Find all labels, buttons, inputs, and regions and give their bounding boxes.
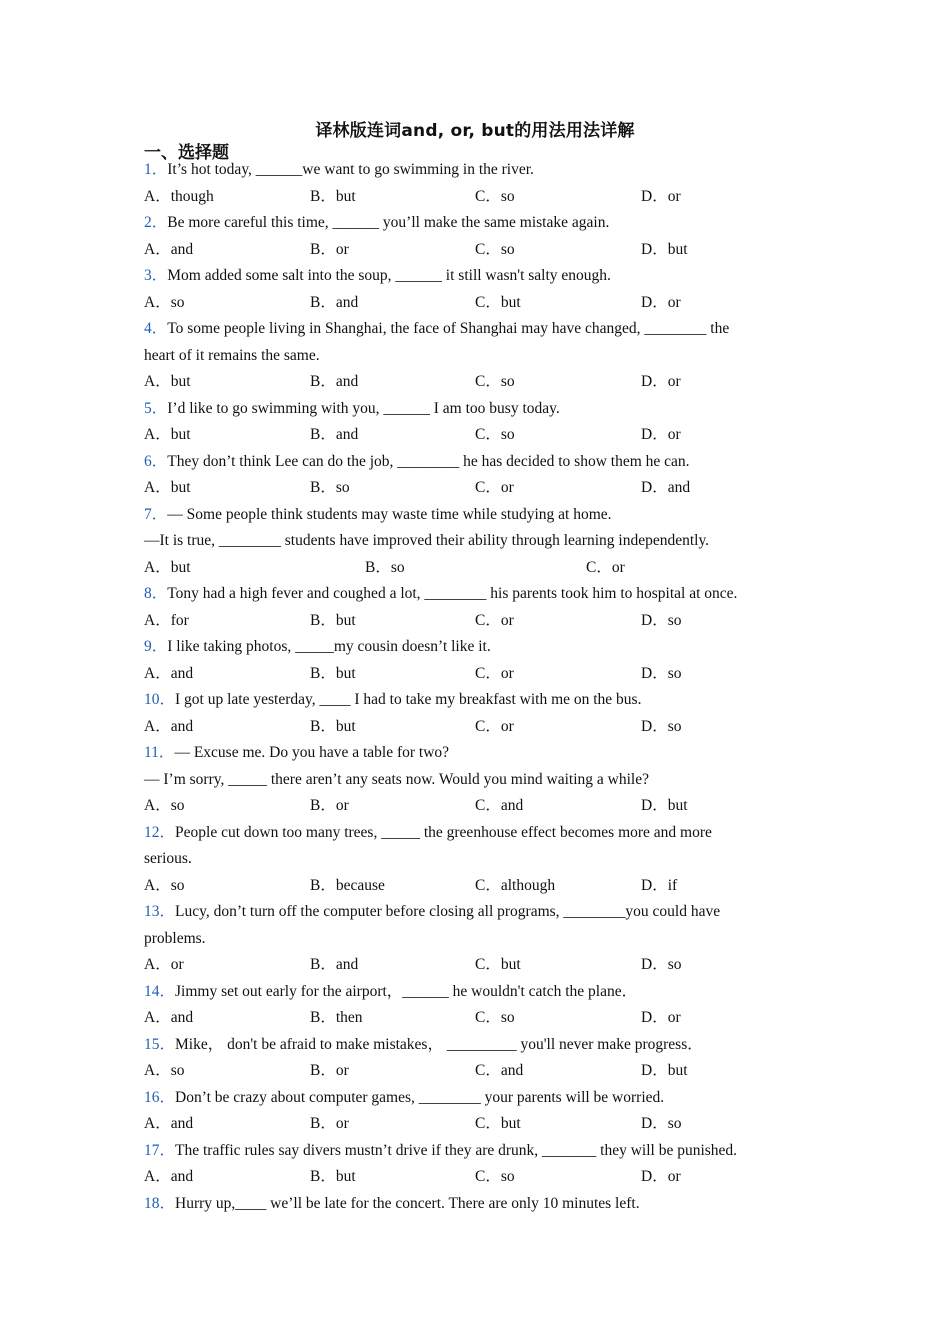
question-text: I like taking photos, _____my cousin doesn’t like it. bbox=[167, 638, 491, 655]
question-text: They don’t think Lee can do the job, ________ he has decided to show them he can. bbox=[167, 452, 690, 470]
question-text: heart of it remains the same. bbox=[144, 346, 320, 364]
section-heading: 一、选择题 bbox=[144, 143, 229, 163]
answer-option[interactable]: D．or bbox=[641, 187, 681, 205]
question-text: — I’m sorry, _____ there aren’t any seats now. Would you mind waiting a while? bbox=[144, 770, 649, 788]
question-number: 15． bbox=[144, 1035, 176, 1053]
answer-option[interactable]: A．and bbox=[144, 1168, 194, 1185]
answer-option[interactable]: B．so bbox=[365, 558, 405, 576]
answer-options bbox=[144, 714, 806, 741]
answer-option[interactable]: B．so bbox=[310, 479, 350, 496]
answer-option[interactable]: B．or bbox=[310, 797, 349, 814]
question-line bbox=[144, 979, 806, 1006]
answer-option[interactable]: C．so bbox=[475, 240, 515, 258]
question-line bbox=[144, 343, 806, 370]
question-number: 8． bbox=[144, 585, 168, 602]
answer-options bbox=[144, 369, 806, 396]
question-item bbox=[144, 634, 806, 687]
answer-option[interactable]: C．or bbox=[475, 611, 514, 629]
answer-options bbox=[144, 290, 806, 317]
answer-options bbox=[144, 608, 806, 635]
question-number: 3． bbox=[144, 267, 168, 284]
question-item bbox=[144, 820, 806, 900]
answer-option[interactable]: A．but bbox=[144, 479, 191, 496]
question-line bbox=[144, 687, 806, 714]
answer-option[interactable]: A．for bbox=[144, 611, 189, 629]
question-item bbox=[144, 1191, 806, 1218]
answer-option[interactable]: A．so bbox=[144, 1062, 185, 1079]
answer-option[interactable]: D．so bbox=[641, 1115, 682, 1132]
answer-options bbox=[144, 793, 806, 820]
question-text: Lucy, don’t turn off the computer before closing all programs, ________you could have bbox=[175, 903, 721, 920]
question-number: 2． bbox=[144, 214, 168, 231]
question-number: 9． bbox=[144, 638, 168, 655]
answer-option[interactable]: D．or bbox=[641, 1168, 681, 1185]
answer-option[interactable]: C．and bbox=[475, 797, 524, 814]
question-text: Tony had a high fever and coughed a lot, ________ his parents took him to hospital at once. bbox=[167, 585, 738, 602]
answer-option[interactable]: A．but bbox=[144, 558, 191, 576]
answer-option[interactable]: C．but bbox=[475, 293, 521, 311]
question-line bbox=[144, 449, 806, 476]
question-line bbox=[144, 210, 806, 237]
question-line bbox=[144, 767, 806, 794]
answer-option[interactable]: D．but bbox=[641, 797, 688, 814]
question-text: Mike， don't be afraid to make mistakes， _________ you'll never make progress． bbox=[175, 1035, 703, 1053]
answer-option[interactable]: D．or bbox=[641, 426, 681, 443]
answer-option[interactable]: C．or bbox=[586, 558, 625, 576]
answer-option[interactable]: C．so bbox=[475, 426, 515, 443]
answer-option[interactable]: C．so bbox=[475, 373, 515, 390]
question-line bbox=[144, 157, 806, 184]
answer-options bbox=[144, 237, 806, 264]
answer-option[interactable]: A．so bbox=[144, 797, 185, 814]
answer-option[interactable]: D．or bbox=[641, 293, 681, 311]
question-number: 7． bbox=[144, 505, 168, 523]
answer-option[interactable]: D．or bbox=[641, 373, 681, 390]
question-line bbox=[144, 740, 806, 767]
answer-option[interactable]: D．but bbox=[641, 240, 688, 258]
question-line bbox=[144, 846, 806, 873]
answer-option[interactable]: B．and bbox=[310, 293, 359, 311]
question-text: Hurry up,____ we’ll be late for the concert. There are only 10 minutes left. bbox=[175, 1194, 640, 1212]
question-text: Don’t be crazy about computer games, ________ your parents will be worried. bbox=[175, 1088, 665, 1106]
question-text: People cut down too many trees, _____ the greenhouse effect becomes more and more bbox=[175, 823, 712, 841]
question-text: It’s hot today, ______we want to go swimming in the river. bbox=[167, 161, 534, 178]
answer-options bbox=[144, 661, 806, 688]
answer-options bbox=[144, 475, 806, 502]
question-text: — Excuse me. Do you have a table for two? bbox=[174, 744, 450, 761]
answer-options bbox=[144, 184, 806, 211]
answer-option[interactable]: B．then bbox=[310, 1009, 363, 1026]
answer-options bbox=[144, 555, 806, 582]
answer-option[interactable]: B．but bbox=[310, 611, 356, 629]
answer-options bbox=[144, 1111, 806, 1138]
question-text: Be more careful this time, ______ you’ll make the same mistake again. bbox=[167, 214, 610, 231]
document-title: 译林版连词and, or, but的用法用法详解 bbox=[315, 121, 635, 141]
answer-option[interactable]: C．or bbox=[475, 717, 514, 735]
question-text: problems. bbox=[144, 929, 206, 947]
question-item bbox=[144, 449, 806, 502]
question-number: 12． bbox=[144, 823, 176, 841]
answer-option[interactable]: B．because bbox=[310, 876, 385, 894]
question-text: I got up late yesterday, ____ I had to take my breakfast with me on the bus. bbox=[175, 691, 642, 708]
question-number: 13． bbox=[144, 903, 176, 920]
answer-option[interactable]: A．or bbox=[144, 956, 184, 973]
question-text: Jimmy set out early for the airport，______ he wouldn't catch the plane． bbox=[175, 982, 638, 1000]
question-text: To some people living in Shanghai, the face of Shanghai may have changed, ________ the bbox=[167, 320, 730, 337]
answer-option[interactable]: C．but bbox=[475, 956, 521, 973]
answer-option[interactable]: C．so bbox=[475, 1168, 515, 1185]
question-number: 16． bbox=[144, 1088, 176, 1106]
answer-options bbox=[144, 422, 806, 449]
answer-option[interactable]: C．or bbox=[475, 479, 514, 496]
answer-option[interactable]: A．and bbox=[144, 664, 194, 682]
question-number: 10． bbox=[144, 691, 176, 708]
answer-option[interactable]: A．but bbox=[144, 373, 191, 390]
answer-option[interactable]: B．or bbox=[310, 240, 349, 258]
question-line bbox=[144, 396, 806, 423]
answer-option[interactable]: B．and bbox=[310, 373, 359, 390]
question-item bbox=[144, 263, 806, 316]
question-line bbox=[144, 1085, 806, 1112]
question-number: 14． bbox=[144, 982, 176, 1000]
question-text: I’d like to go swimming with you, ______ I am too busy today. bbox=[167, 399, 560, 417]
question-line bbox=[144, 528, 806, 555]
answer-options bbox=[144, 1164, 806, 1191]
question-line bbox=[144, 820, 806, 847]
answer-option[interactable]: B．and bbox=[310, 426, 359, 443]
answer-option[interactable]: D．and bbox=[641, 479, 691, 496]
answer-option[interactable]: C．so bbox=[475, 187, 515, 205]
answer-options bbox=[144, 952, 806, 979]
question-line bbox=[144, 634, 806, 661]
answer-option[interactable]: A．and bbox=[144, 1115, 194, 1132]
answer-option[interactable]: C．although bbox=[475, 876, 556, 894]
question-number: 1． bbox=[144, 161, 168, 178]
question-number: 5． bbox=[144, 399, 168, 417]
answer-option[interactable]: A．and bbox=[144, 240, 194, 258]
answer-option[interactable]: B．but bbox=[310, 717, 356, 735]
question-line bbox=[144, 1138, 806, 1165]
answer-option[interactable]: B．but bbox=[310, 664, 356, 682]
answer-option[interactable]: B．or bbox=[310, 1062, 349, 1079]
question-line bbox=[144, 1032, 806, 1059]
answer-option[interactable]: D．but bbox=[641, 1062, 688, 1079]
answer-option[interactable]: D．so bbox=[641, 956, 682, 973]
question-item bbox=[144, 687, 806, 740]
question-line bbox=[144, 899, 806, 926]
question-item bbox=[144, 899, 806, 979]
answer-options bbox=[144, 1058, 806, 1085]
answer-options bbox=[144, 873, 806, 900]
question-text: Mom added some salt into the soup, ______ it still wasn't salty enough. bbox=[167, 267, 611, 284]
answer-option[interactable]: B．or bbox=[310, 1115, 349, 1132]
question-item bbox=[144, 581, 806, 634]
question-line bbox=[144, 316, 806, 343]
question-number: 11． bbox=[144, 744, 175, 761]
question-line bbox=[144, 926, 806, 953]
question-number: 4． bbox=[144, 320, 168, 337]
question-line bbox=[144, 1191, 806, 1218]
question-item bbox=[144, 1032, 806, 1085]
answer-option[interactable]: A．so bbox=[144, 876, 185, 894]
answer-option[interactable]: A．but bbox=[144, 426, 191, 443]
answer-option[interactable]: D．if bbox=[641, 876, 678, 894]
answer-option[interactable]: A．though bbox=[144, 187, 214, 205]
question-item bbox=[144, 979, 806, 1032]
question-item bbox=[144, 157, 806, 210]
answer-option[interactable]: C．so bbox=[475, 1009, 515, 1026]
answer-option[interactable]: A．and bbox=[144, 1009, 194, 1026]
answer-option[interactable]: D．so bbox=[641, 717, 682, 735]
question-item bbox=[144, 1138, 806, 1191]
answer-option[interactable]: C．and bbox=[475, 1062, 524, 1079]
question-number: 6． bbox=[144, 452, 168, 470]
answer-options bbox=[144, 1005, 806, 1032]
answer-option[interactable]: B．but bbox=[310, 1168, 356, 1185]
question-line bbox=[144, 502, 806, 529]
answer-option[interactable]: B．and bbox=[310, 956, 359, 973]
question-item bbox=[144, 1085, 806, 1138]
answer-option[interactable]: C．but bbox=[475, 1115, 521, 1132]
answer-option[interactable]: B．but bbox=[310, 187, 356, 205]
question-text: The traffic rules say divers mustn’t drive if they are drunk, _______ they will be punished. bbox=[175, 1141, 738, 1159]
question-item bbox=[144, 396, 806, 449]
question-item bbox=[144, 316, 806, 396]
question-number: 18． bbox=[144, 1194, 176, 1212]
question-text: — Some people think students may waste time while studying at home. bbox=[167, 505, 612, 523]
question-item bbox=[144, 502, 806, 582]
question-line bbox=[144, 263, 806, 290]
question-item bbox=[144, 210, 806, 263]
answer-option[interactable]: A．and bbox=[144, 717, 194, 735]
answer-option[interactable]: D．so bbox=[641, 664, 682, 682]
question-number: 17． bbox=[144, 1141, 176, 1159]
answer-option[interactable]: D．so bbox=[641, 611, 682, 629]
question-text: —It is true, ________ students have improved their ability through learning independently. bbox=[144, 532, 710, 549]
question-line bbox=[144, 581, 806, 608]
question-text: serious. bbox=[144, 850, 192, 867]
question-list bbox=[144, 157, 806, 1217]
question-item bbox=[144, 740, 806, 820]
answer-option[interactable]: D．or bbox=[641, 1009, 681, 1026]
answer-option[interactable]: A．so bbox=[144, 293, 185, 311]
answer-option[interactable]: C．or bbox=[475, 664, 514, 682]
